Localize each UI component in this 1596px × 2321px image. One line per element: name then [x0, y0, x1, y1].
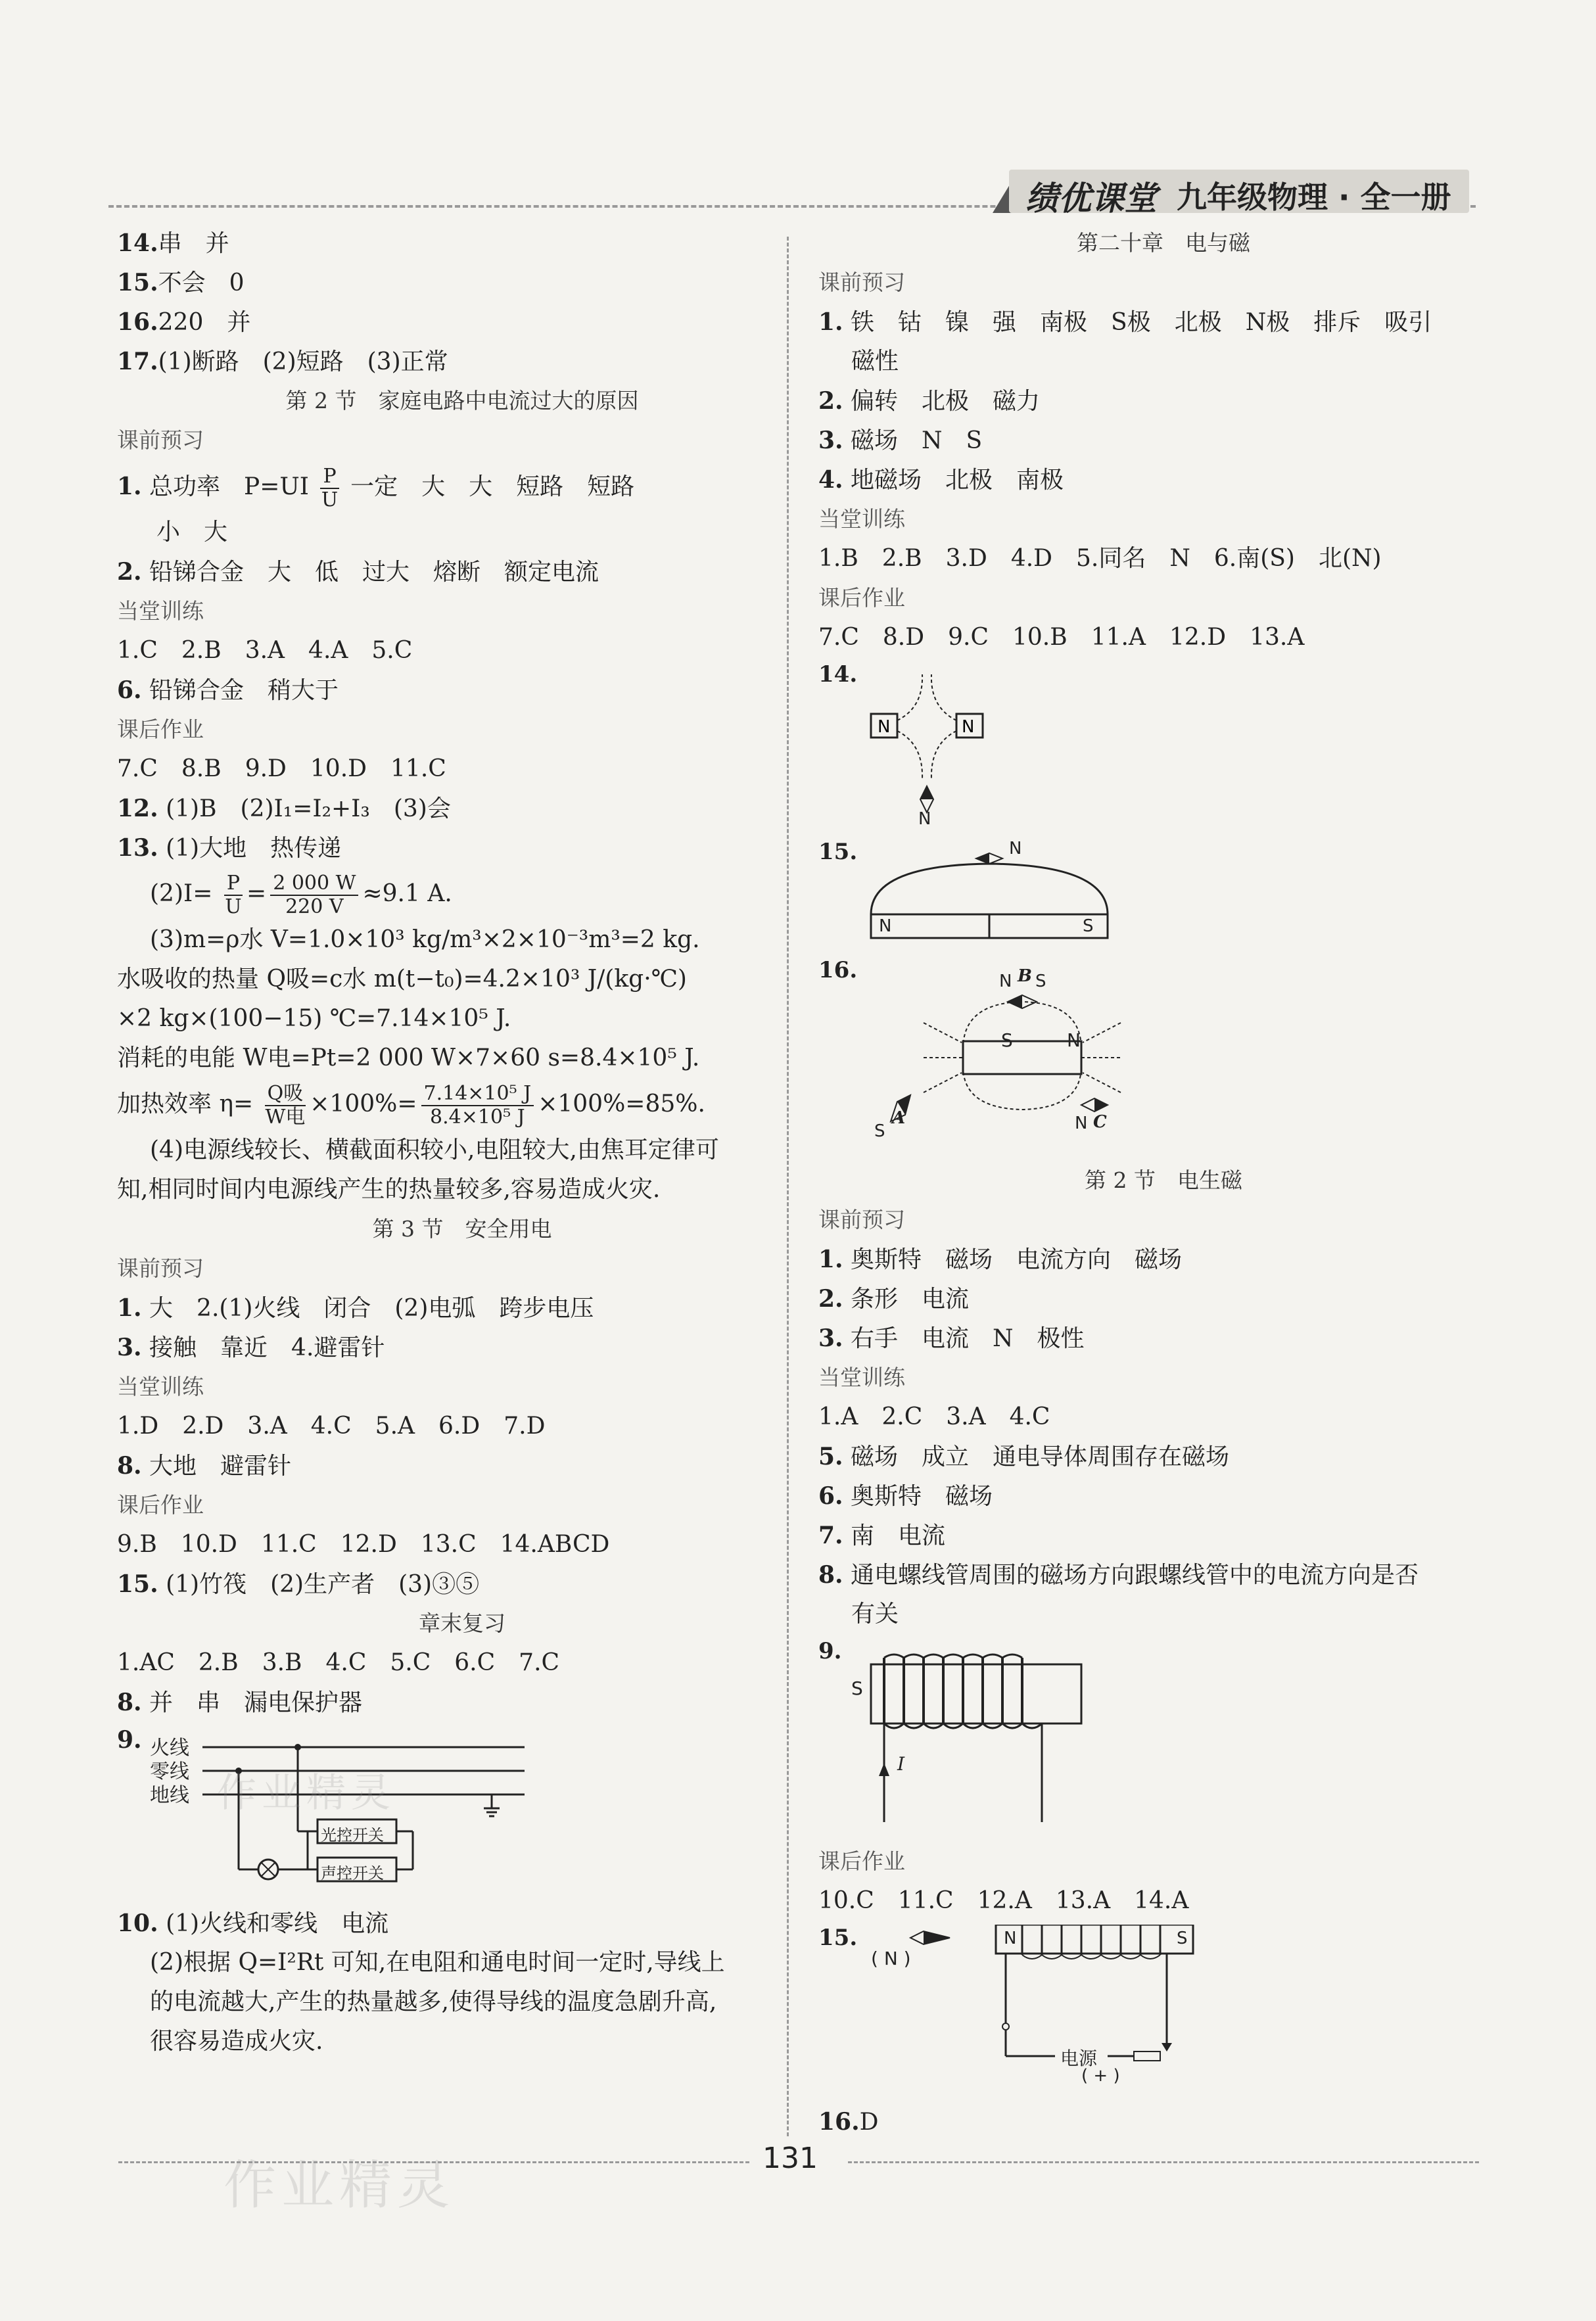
fraction: $\frac{\text{Q吸}}{\text{W电}}$	[265, 1082, 306, 1129]
answer-r-p1: 1. 铁 钴 镍 强 南极 S极 北极 N极 排斥 吸引	[818, 308, 1432, 336]
power-plus-label: ( + )	[1081, 2066, 1120, 2086]
answer-h13d: 水吸收的热量 Q吸=c水 m(t−t₀)=4.2×10³ J/(kg·℃)	[117, 966, 687, 993]
answer-14: 14.串 并	[117, 229, 229, 257]
needle-b-s: S	[1035, 972, 1046, 991]
answer-p1-cont: 小 大	[156, 519, 228, 546]
answer-s2-t7: 7. 南 电流	[818, 1522, 946, 1549]
answer-s2-p3: 3. 右手 电流 N 极性	[818, 1325, 1085, 1352]
answer-r-t1: 1.B 2.B 3.D 4.D 5.同名 N 6.南(S) 北(N)	[818, 545, 1382, 572]
needle-a-s: S	[874, 1121, 885, 1141]
fraction: $\frac{2 000 W}{220 V}$	[270, 872, 358, 918]
power-source-label: 电源	[1060, 2048, 1098, 2069]
needle-label: N	[918, 809, 931, 829]
answer-s2-t5: 5. 磁场 成立 通电导体周围存在磁场	[818, 1443, 1230, 1470]
header-book-title: 九年级物理 · 全一册	[1177, 179, 1451, 215]
answer-15: 15.不会 0	[117, 269, 245, 296]
current-label: I	[897, 1753, 905, 1775]
label-training: 当堂训练	[818, 1365, 905, 1390]
label-training: 当堂训练	[117, 598, 204, 624]
footer-rule-right	[848, 2161, 1479, 2163]
magnet-s-label: S	[1001, 1029, 1013, 1051]
label-preview: 课前预习	[117, 1255, 204, 1281]
section-title: 章末复习	[419, 1610, 505, 1636]
solenoid-s-label: S	[851, 1677, 863, 1699]
needle-b-label: B	[1018, 966, 1032, 986]
footer-rule-left	[118, 2161, 749, 2163]
solenoid-n-label: N	[1004, 1929, 1017, 1948]
label-ground-wire: 地线	[150, 1784, 189, 1807]
answer-s3-p1: 1. 大 2.(1)火线 闭合 (2)电弧 跨步电压	[117, 1294, 594, 1322]
answer-h13e: ×2 kg×(100−15) ℃=7.14×10⁵ J.	[117, 1005, 511, 1032]
answer-h13b: (2)I= $\frac{P}{U}$ = $\frac{2 000 W}{220 V}$ ≈9.1 A.	[150, 872, 452, 918]
section-title: 第 2 节 家庭电路中电流过大的原因	[285, 388, 639, 413]
label-neutral-wire: 零线	[150, 1760, 189, 1783]
figure-16: 16. S N N B S S A N C	[818, 957, 1509, 1154]
answer-r10b: (2)根据 Q=I²Rt 可知,在电阻和通电时间一定时,导线上	[150, 1949, 725, 1976]
section-title: 第 2 节 电生磁	[1085, 1167, 1242, 1193]
answer-h13g: 加热效率 η= $\frac{\text{Q吸}}{\text{W电}}$ ×100%= $\frac{\text{7.14×10⁵ J}}{\text{8.4×10⁵ J}}$ ×100%=85%.	[117, 1082, 705, 1129]
label-sound-switch: 声控开关	[321, 1864, 384, 1883]
answer-s2-h10: 10.C 11.C 12.A 13.A 14.A	[818, 1887, 1189, 1914]
needle-b-n: N	[999, 972, 1012, 991]
answer-r1: 1.AC 2.B 3.B 4.C 5.C 6.C 7.C	[117, 1649, 560, 1676]
page-number: 131	[763, 2142, 818, 2175]
answer-s3-h9: 9.B 10.D 11.C 12.D 13.C 14.ABCD	[117, 1531, 610, 1558]
answer-r-p3: 3. 磁场 N S	[818, 427, 983, 454]
answer-p1: 1. 总功率 P=UI $\frac{P}{U}$ 一定 大 大 短路 短路	[117, 465, 635, 511]
answer-17: 17.(1)断路 (2)短路 (3)正常	[117, 348, 448, 375]
label-training: 当堂训练	[818, 506, 905, 532]
answer-s2-t8a: 8. 通电螺线管周围的磁场方向跟螺线管中的电流方向是否	[818, 1561, 1419, 1589]
solenoid-diagram	[845, 1651, 1147, 1848]
answer-s2-t8b: 有关	[851, 1601, 899, 1628]
field-lines-diagram	[858, 964, 1160, 1161]
watermark-left: 作业精灵	[217, 1770, 396, 1816]
answer-h13i: 知,相同时间内电源线产生的热量较多,容易造成火灾.	[117, 1176, 661, 1203]
label-training: 当堂训练	[117, 1374, 204, 1399]
label-homework: 课后作业	[818, 585, 905, 611]
label-homework: 课后作业	[117, 716, 204, 742]
label-preview: 课前预习	[818, 270, 905, 295]
answer-h13c: (3)m=ρ水 V=1.0×10³ kg/m³×2×10⁻³m³=2 kg.	[150, 926, 700, 953]
answer-t6: 6. 铅锑合金 稍大于	[117, 676, 339, 704]
needle-c-n: N	[1075, 1114, 1088, 1133]
label-preview: 课前预习	[117, 427, 204, 453]
label-preview: 课前预习	[818, 1207, 905, 1232]
answer-s2-p1: 1. 奥斯特 磁场 电流方向 磁场	[818, 1246, 1183, 1273]
bar-magnet-diagram	[858, 839, 1121, 950]
figure-15-solenoid: 15. ( N ) N S 电源 ( + )	[818, 1925, 1509, 2096]
label-light-switch: 光控开关	[321, 1826, 384, 1844]
figure-15: 15. N N S	[818, 839, 1509, 950]
answer-h12: 12. (1)B (2)I₁=I₂+I₃ (3)会	[117, 795, 451, 822]
answer-p2: 2. 铅锑合金 大 低 过大 熔断 额定电流	[117, 558, 599, 586]
chapter-title: 第二十章 电与磁	[1077, 230, 1250, 256]
magnet-s-label: S	[1083, 916, 1094, 936]
magnet-n-label: N	[1067, 1029, 1081, 1051]
svg-text:N: N	[962, 717, 975, 737]
answer-s2-p2: 2. 条形 电流	[818, 1285, 970, 1313]
answer-r-p1b: 磁性	[851, 348, 899, 375]
answer-r-h7: 7.C 8.D 9.C 10.B 11.A 12.D 13.A	[818, 624, 1305, 651]
magnet-n-label: N	[879, 916, 892, 936]
answer-h13f: 消耗的电能 W电=Pt=2 000 W×7×60 s=8.4×10⁵ J.	[117, 1044, 700, 1071]
needle-label: ( N )	[871, 1948, 911, 1969]
answer-t1: 1.C 2.B 3.A 4.A 5.C	[117, 637, 413, 664]
right-column	[818, 223, 1509, 2142]
fraction: $\frac{P}{U}$	[225, 872, 242, 918]
watermark-bottom: 作业精灵	[223, 2155, 455, 2216]
answer-r-p2: 2. 偏转 北极 磁力	[818, 387, 1041, 415]
answer-r10d: 很容易造成火灾.	[150, 2028, 323, 2055]
needle-c-label: C	[1093, 1112, 1107, 1132]
answer-r10c: 的电流越大,产生的热量越多,使得导线的温度急剧升高,	[150, 1988, 717, 2015]
solenoid-s-label: S	[1177, 1929, 1188, 1948]
answer-s3-t8: 8. 大地 避雷针	[117, 1452, 292, 1480]
answer-s3-h15: 15. (1)竹筏 (2)生产者 (3)③⑤	[117, 1570, 480, 1598]
svg-text:N: N	[878, 717, 891, 737]
figure-9-circuit: 9. 火线 零线 地线 光控开关 声控开关	[117, 1726, 807, 1897]
answer-16: 16.220 并	[117, 308, 251, 336]
figure-14: 14. N N N	[818, 661, 1509, 832]
figure-9-solenoid: 9. S I	[818, 1638, 1509, 1835]
needle-a-label: A	[892, 1108, 906, 1128]
answer-h13h: (4)电源线较长、横截面积较小,电阻较大,由焦耳定律可	[150, 1137, 719, 1163]
answer-s2-h16: 16.D	[818, 2108, 879, 2136]
answer-r10a: 10. (1)火线和零线 电流	[117, 1910, 389, 1937]
label-live-wire: 火线	[150, 1737, 189, 1760]
answer-s3-p3: 3. 接触 靠近 4.避雷针	[117, 1334, 385, 1361]
answer-h7: 7.C 8.B 9.D 10.D 11.C	[117, 755, 446, 782]
answer-r-p4: 4. 地磁场 北极 南极	[818, 466, 1064, 494]
answer-s2-t1: 1.A 2.C 3.A 4.C	[818, 1403, 1050, 1430]
answer-r8: 8. 并 串 漏电保护器	[117, 1689, 363, 1716]
label-homework: 课后作业	[117, 1492, 204, 1518]
fraction: $\frac{\text{7.14×10⁵ J}}{\text{8.4×10⁵ J}}$	[421, 1083, 534, 1129]
fraction: $\frac{P}{U}$	[321, 465, 339, 511]
answer-s3-t1: 1.D 2.D 3.A 4.C 5.A 6.D 7.D	[117, 1413, 546, 1440]
needle-label: N	[1009, 839, 1022, 858]
section-title: 第 3 节 安全用电	[372, 1216, 552, 1242]
header-brand: 绩优课堂	[1025, 179, 1157, 218]
answer-s2-t6: 6. 奥斯特 磁场	[818, 1482, 993, 1510]
magnet-field-diagram	[858, 661, 1055, 832]
answer-h13a: 13. (1)大地 热传递	[117, 834, 342, 862]
label-homework: 课后作业	[818, 1848, 905, 1874]
